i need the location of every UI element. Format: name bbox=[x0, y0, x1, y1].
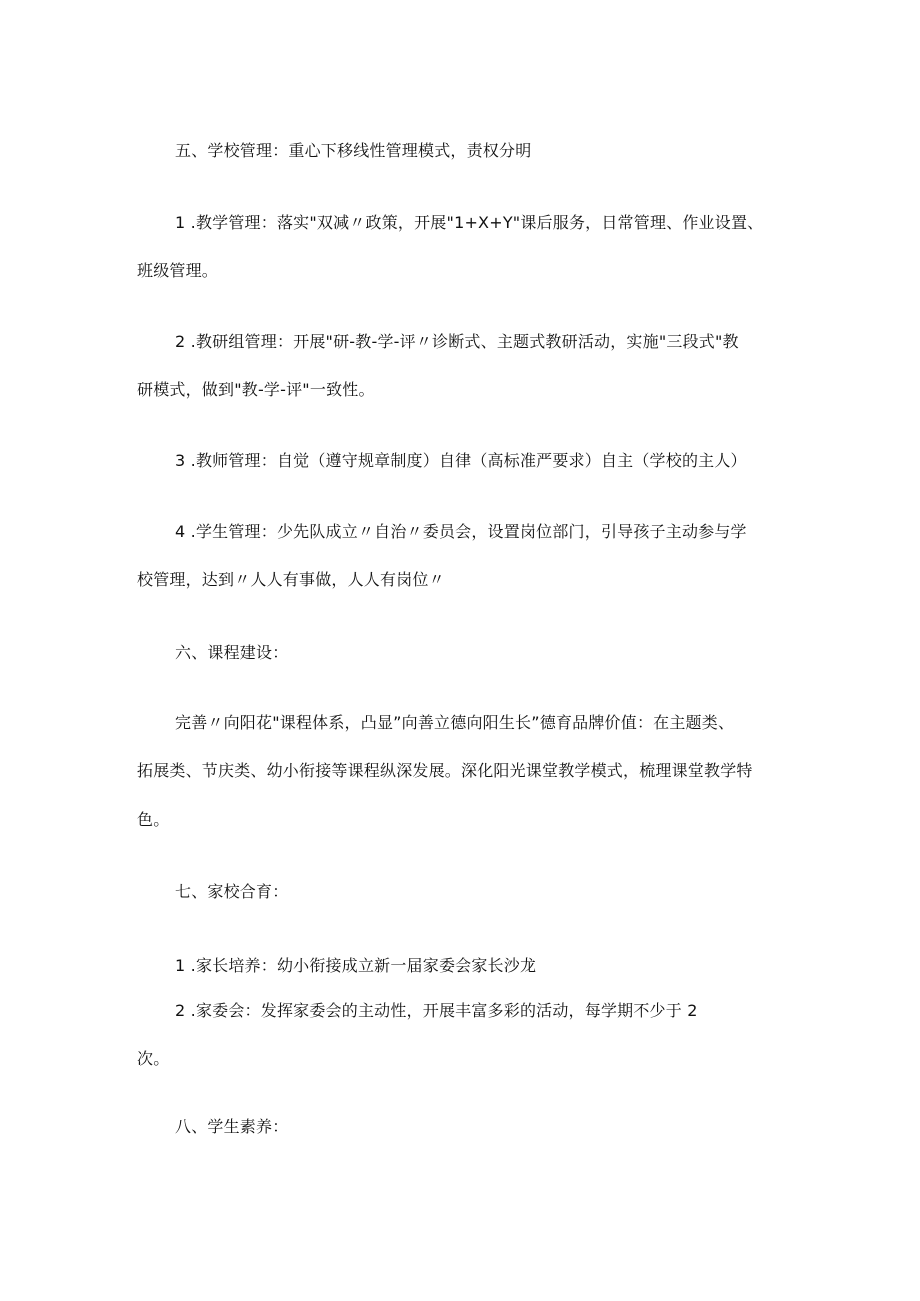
section-8-heading: 八、学生素养： bbox=[175, 1117, 289, 1136]
section-7-item-2-line-2: 次。 bbox=[137, 1049, 170, 1068]
section-7-heading: 七、家校合育： bbox=[175, 882, 289, 901]
section-7-item-2-line-1: 2 .家委会：发挥家委会的主动性，开展丰富多彩的活动，每学期不少于 2 bbox=[175, 1001, 698, 1020]
section-5-heading: 五、学校管理：重心下移线性管理模式，责权分明 bbox=[175, 141, 532, 160]
section-6-paragraph-line-3: 色。 bbox=[137, 810, 170, 829]
section-7-item-1-line-1: 1 .家长培养：幼小衔接成立新一届家委会家长沙龙 bbox=[175, 956, 537, 975]
section-5-item-4-line-2: 校管理，达到〃人人有事做，人人有岗位〃 bbox=[137, 570, 445, 589]
section-5-item-2-line-2: 研模式，做到"教-学-评"一致性。 bbox=[137, 380, 375, 399]
section-5-item-1-line-2: 班级管理。 bbox=[137, 261, 219, 280]
section-5-item-2-line-1: 2 .教研组管理：开展"研-教-学-评〃诊断式、主题式教研活动，实施"三段式"教 bbox=[175, 332, 739, 351]
section-5-item-1-line-1: 1 .教学管理：落实"双减〃政策，开展"1+X+Y"课后服务，日常管理、作业设置、 bbox=[175, 213, 764, 232]
section-6-heading: 六、课程建设： bbox=[175, 643, 289, 662]
section-5-item-4-line-1: 4 .学生管理：少先队成立〃自治〃委员会，设置岗位部门，引导孩子主动参与学 bbox=[175, 522, 747, 541]
section-5-item-3-line-1: 3 .教师管理：自觉（遵守规章制度）自律（高标准严要求）自主（学校的主人） bbox=[175, 451, 747, 470]
section-6-paragraph-line-2: 拓展类、节庆类、幼小衔接等课程纵深发展。深化阳光课堂教学模式，梳理课堂教学特 bbox=[137, 761, 753, 780]
section-6-paragraph-line-1: 完善〃向阳花"课程体系，凸显”向善立德向阳生长”德育品牌价值：在主题类、 bbox=[175, 713, 735, 732]
